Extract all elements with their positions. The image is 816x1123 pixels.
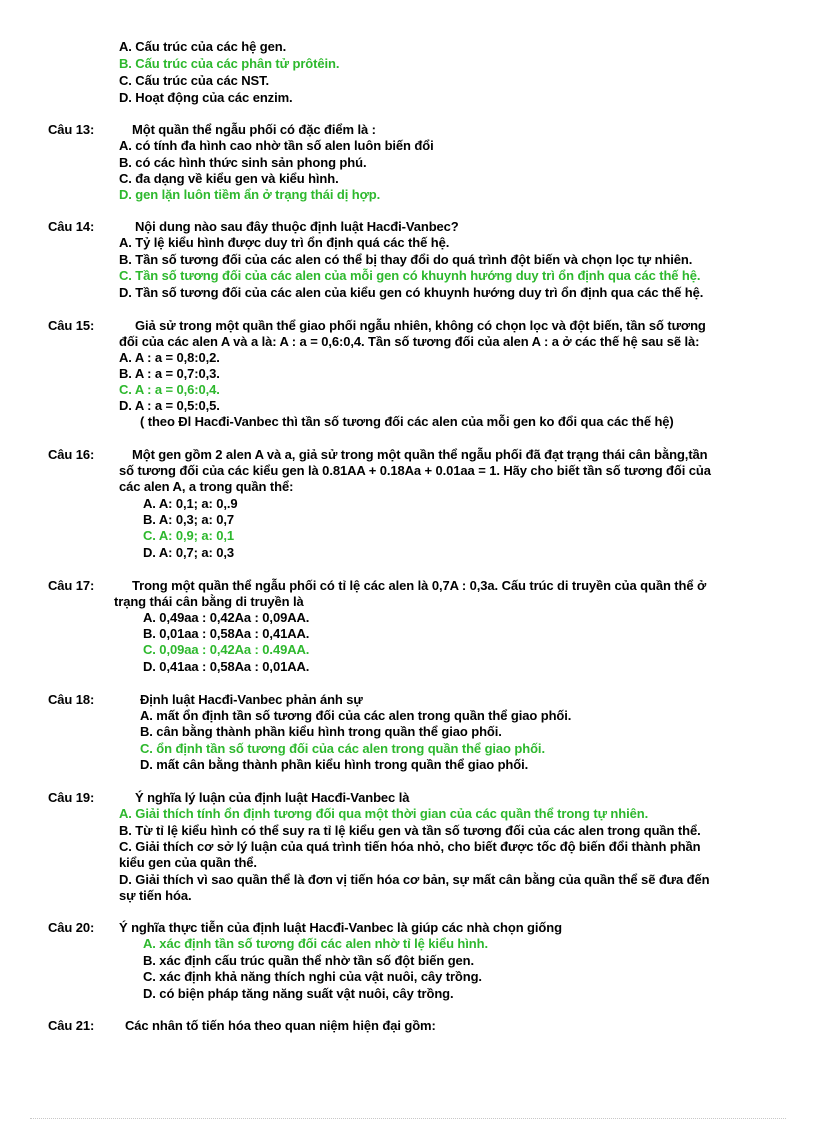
q14-stem: Nội dung nào sau đây thuộc định luật Hacđi-Vanbec?	[135, 219, 459, 234]
q12-option-c: C. Cấu trúc của các NST.	[119, 73, 270, 88]
q20-option-a: A. xác định tần số tương đối các alen nhờ tỉ lệ kiểu hình.	[143, 936, 488, 951]
q18-option-d: D. mất cân bằng thành phần kiểu hình trong quần thể giao phối.	[140, 757, 529, 772]
q16-number: Câu 16:	[48, 447, 95, 462]
q16-stem-line2: số tương đối của các kiểu gen là 0.81AA + 0.18Aa + 0.01aa = 1. Hãy cho biết tần số tương đối của	[119, 463, 711, 478]
q15-stem-line2: đối của các alen A và a là: A : a = 0,6:0,4. Tần số tương đối của alen A : a ở các thế hệ sau sẽ là:	[119, 334, 700, 349]
q19-option-d-cont: sự tiến hóa.	[119, 888, 192, 903]
q13-number: Câu 13:	[48, 122, 95, 137]
q14-option-c: C. Tần số tương đối của các alen của mỗi gen có khuynh hướng duy trì ổn định qua các thế hệ.	[119, 268, 701, 283]
q16-option-b: B. A: 0,3; a: 0,7	[143, 512, 235, 527]
q17-option-c: C. 0,09aa : 0,42Aa : 0.49AA.	[143, 642, 310, 657]
q21-stem: Các nhân tố tiến hóa theo quan niệm hiện đại gồm:	[125, 1018, 436, 1033]
q13-option-a: A. có tính đa hình cao nhờ tần số alen luôn biến đổi	[119, 138, 434, 153]
q17-number: Câu 17:	[48, 578, 95, 593]
q13-stem: Một quần thể ngẫu phối có đặc điểm là :	[132, 122, 376, 137]
q16-option-c: C. A: 0,9; a: 0,1	[143, 528, 235, 543]
q17-stem-line1: Trong một quần thể ngẫu phối có tỉ lệ các alen là 0,7A : 0,3a. Cấu trúc di truyền của quần thể ở	[132, 578, 707, 593]
q20-option-d: D. có biện pháp tăng năng suất vật nuôi, cây trồng.	[143, 986, 454, 1001]
q15-option-c: C. A : a = 0,6:0,4.	[119, 382, 220, 397]
q19-option-c: C. Giải thích cơ sở lý luận của quá trình tiến hóa nhỏ, cho biết được tốc độ biến đổi thành phần	[119, 839, 701, 854]
q18-option-b: B. cân bằng thành phần kiểu hình trong quần thể giao phối.	[140, 724, 502, 739]
q15-note: ( theo Đl Hacđi-Vanbec thì tần số tương đối các alen của mỗi gen ko đổi qua các thế hệ)	[140, 414, 674, 429]
q19-stem: Ý nghĩa lý luận của định luật Hacđi-Vanbec là	[135, 790, 410, 805]
q12-option-d: D. Hoạt động của các enzim.	[119, 90, 293, 105]
q15-option-b: B. A : a = 0,7:0,3.	[119, 366, 220, 381]
q12-option-a: A. Cấu trúc của các hệ gen.	[119, 39, 287, 54]
q19-option-b: B. Từ tỉ lệ kiểu hình có thể suy ra tỉ lệ kiểu gen và tần số tương đối của các alen trong quần thể.	[119, 823, 701, 838]
q16-option-d: D. A: 0,7; a: 0,3	[143, 545, 235, 560]
q18-stem: Định luật Hacđi-Vanbec phản ánh sự	[140, 692, 363, 707]
q13-option-b: B. có các hình thức sinh sản phong phú.	[119, 155, 367, 170]
q15-option-a: A. A : a = 0,8:0,2.	[119, 350, 220, 365]
q16-stem-line3: các alen A, a trong quần thể:	[119, 479, 294, 494]
q14-option-a: A. Tỷ lệ kiểu hình được duy trì ổn định quá các thế hệ.	[119, 235, 450, 250]
q16-option-a: A. A: 0,1; a: 0,.9	[143, 496, 238, 511]
q18-number: Câu 18:	[48, 692, 95, 707]
q18-option-a: A. mất ổn định tần số tương đối của các alen trong quần thể giao phối.	[140, 708, 572, 723]
q12-option-b: B. Cấu trúc của các phân tử prôtêin.	[119, 56, 340, 71]
q18-option-c: C. ổn định tần số tương đối của các alen trong quần thể giao phối.	[140, 741, 545, 756]
q20-stem: Ý nghĩa thực tiễn của định luật Hacđi-Vanbec là giúp các nhà chọn giống	[119, 920, 562, 935]
q17-option-a: A. 0,49aa : 0,42Aa : 0,09AA.	[143, 610, 310, 625]
q17-option-b: B. 0,01aa : 0,58Aa : 0,41AA.	[143, 626, 310, 641]
q15-number: Câu 15:	[48, 318, 95, 333]
q13-option-d: D. gen lặn luôn tiềm ẩn ở trạng thái dị hợp.	[119, 187, 381, 202]
q20-number: Câu 20:	[48, 920, 95, 935]
q14-number: Câu 14:	[48, 219, 95, 234]
q14-option-d: D. Tần số tương đối của các alen của kiểu gen có khuynh hướng duy trì ổn định qua các thế hệ.	[119, 285, 704, 300]
q17-stem-line2: trạng thái cân bằng di truyền là	[114, 594, 304, 609]
q20-option-b: B. xác định cấu trúc quần thể nhờ tần số đột biến gen.	[143, 953, 475, 968]
q17-option-d: D. 0,41aa : 0,58Aa : 0,01AA.	[143, 659, 310, 674]
q19-option-c-cont: kiểu gen của quần thể.	[119, 855, 257, 870]
q14-option-b: B. Tần số tương đối của các alen có thể bị thay đổi do quá trình đột biến và chọn lọc tự nhiên.	[119, 252, 693, 267]
q19-number: Câu 19:	[48, 790, 95, 805]
q15-stem-line1: Giả sử trong một quần thể giao phối ngẫu nhiên, không có chọn lọc và đột biến, tần số tương	[135, 318, 706, 333]
q13-option-c: C. đa dạng về kiểu gen và kiểu hình.	[119, 171, 339, 186]
q19-option-d: D. Giải thích vì sao quần thể là đơn vị tiến hóa cơ bản, sự mất cân bằng của quần thể sẽ đưa đến	[119, 872, 710, 887]
q19-option-a: A. Giải thích tính ổn định tương đối qua một thời gian của các quần thể trong tự nhiên.	[119, 806, 649, 821]
q20-option-c: C. xác định khả năng thích nghi của vật nuôi, cây trồng.	[143, 969, 482, 984]
q16-stem-line1: Một gen gồm 2 alen A và a, giả sử trong một quần thể ngẫu phối đã đạt trạng thái cân bằng,tần	[132, 447, 708, 462]
q15-option-d: D. A : a = 0,5:0,5.	[119, 398, 220, 413]
q21-number: Câu 21:	[48, 1018, 95, 1033]
page-bottom-rule	[30, 1118, 786, 1119]
